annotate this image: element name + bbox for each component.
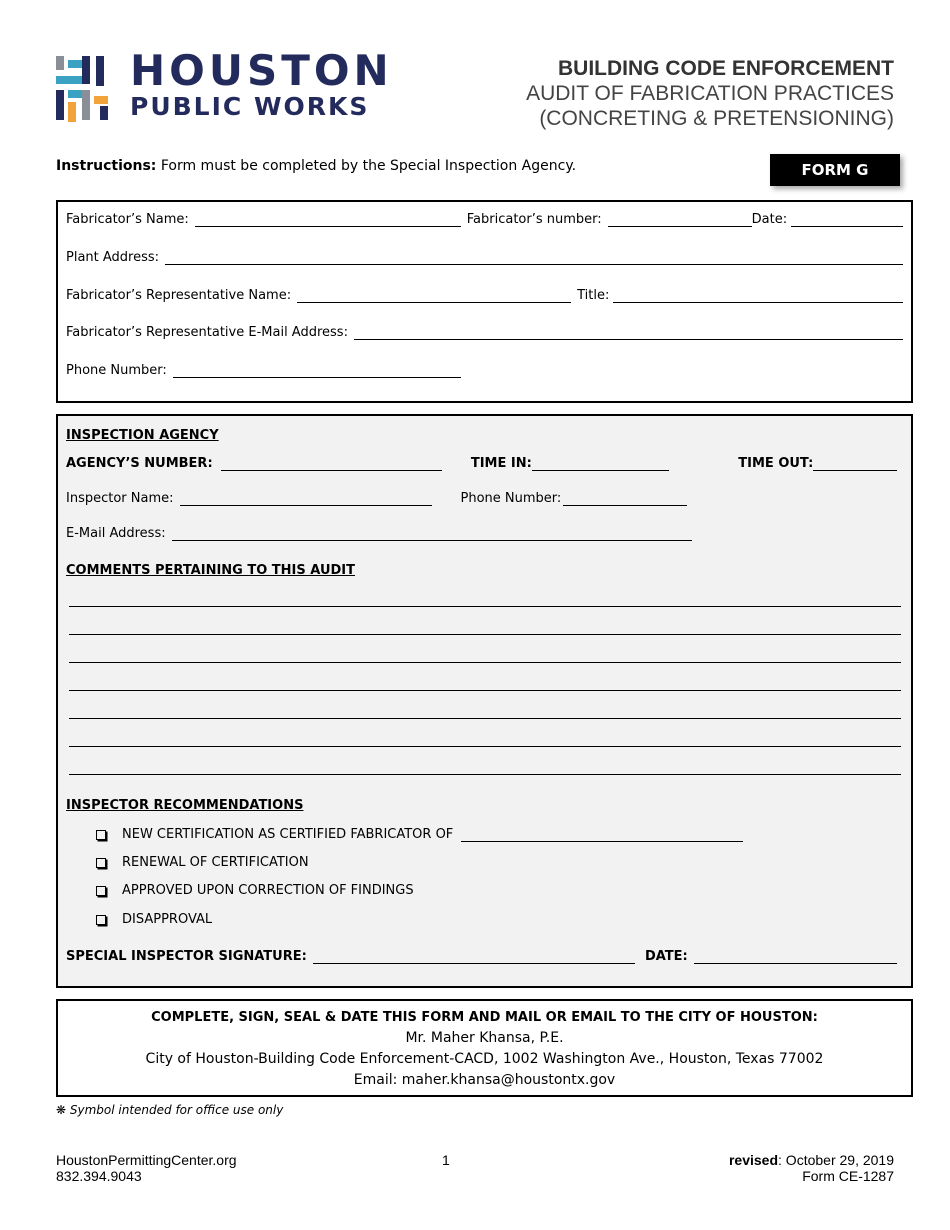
rep-title-label: Title: — [577, 288, 610, 303]
comment-line[interactable] — [69, 746, 901, 747]
comment-line[interactable] — [69, 690, 901, 691]
inspection-agency-section — [56, 414, 913, 988]
fabricator-number-field[interactable] — [608, 213, 752, 227]
signature-date-label: DATE: — [644, 949, 688, 964]
signature-row — [66, 949, 903, 964]
rep-name-field[interactable] — [297, 289, 571, 303]
fabricator-name-field[interactable] — [195, 213, 461, 227]
plant-address-field[interactable] — [165, 251, 903, 265]
fabricator-name-label: Fabricator’s Name: — [66, 212, 189, 227]
option-disapproval[interactable] — [96, 912, 212, 927]
signature-label: SPECIAL INSPECTOR SIGNATURE: — [66, 949, 307, 964]
comment-line[interactable] — [69, 718, 901, 719]
header-title-line1: BUILDING CODE ENFORCEMENT — [558, 57, 894, 80]
inspector-email-label: E-Mail Address: — [66, 526, 166, 541]
footer-phone: 832.394.9043 — [56, 1168, 142, 1184]
fabricator-phone-field[interactable] — [173, 364, 461, 378]
time-out-field[interactable] — [813, 457, 897, 471]
recommendations-title: INSPECTOR RECOMMENDATIONS — [66, 798, 304, 813]
comment-line[interactable] — [69, 606, 901, 607]
inspector-name-label: Inspector Name: — [66, 491, 174, 506]
rep-name-label: Fabricator’s Representative Name: — [66, 288, 292, 303]
rep-title-field[interactable] — [613, 289, 903, 303]
footer-website: HoustonPermittingCenter.org — [56, 1152, 237, 1168]
inspector-email-field[interactable] — [172, 527, 692, 541]
fabricator-row-1 — [66, 212, 903, 227]
mailing-line-3: City of Houston-Building Code Enforcement-CACD, 1002 Washington Ave., Houston, Texas 77002 — [145, 1051, 824, 1067]
agency-number-field[interactable] — [221, 457, 442, 471]
mailing-line-4: Email: maher.khansa@houstontx.gov — [353, 1072, 616, 1088]
fabricator-row-5 — [66, 363, 903, 378]
form-badge: FORM G — [770, 154, 900, 186]
fabricator-date-label: Date: — [751, 212, 788, 227]
fabricator-info-section — [56, 200, 913, 403]
fabricator-row-3 — [66, 288, 903, 303]
agency-row-3 — [66, 526, 903, 541]
logo-word-public-works: PUBLIC WORKS — [130, 92, 370, 121]
fabricator-number-label: Fabricator’s number: — [466, 212, 602, 227]
mailing-line-2: Mr. Maher Khansa, P.E. — [405, 1030, 564, 1046]
signature-date-field[interactable] — [694, 950, 897, 964]
option-approved-upon-correction[interactable] — [96, 883, 414, 898]
footer-right — [729, 1152, 894, 1184]
option-label: APPROVED UPON CORRECTION OF FINDINGS — [122, 883, 414, 898]
option-label: DISAPPROVAL — [122, 912, 213, 927]
houston-public-works-logo — [56, 46, 393, 124]
comment-line[interactable] — [69, 774, 901, 775]
checkbox-icon[interactable] — [96, 858, 106, 868]
checkbox-icon[interactable] — [96, 886, 106, 896]
rep-email-field[interactable] — [354, 326, 903, 340]
inspector-name-field[interactable] — [180, 492, 432, 506]
logo-word-houston: HOUSTON — [130, 46, 393, 95]
inspection-agency-title: INSPECTION AGENCY — [66, 428, 219, 443]
mailing-line-1: COMPLETE, SIGN, SEAL & DATE THIS FORM AND MAIL OR EMAIL TO THE CITY OF HOUSTON: — [151, 1010, 818, 1025]
header-title-line2: AUDIT OF FABRICATION PRACTICES — [526, 82, 894, 105]
plant-address-label: Plant Address: — [66, 250, 160, 265]
certified-fabricator-of-field[interactable] — [461, 828, 743, 842]
page-number: 1 — [442, 1152, 450, 1168]
fabricator-row-2 — [66, 250, 903, 265]
instructions-label: Instructions: — [56, 158, 157, 174]
agency-row-1 — [66, 456, 903, 471]
form-number: Form CE-1287 — [802, 1168, 894, 1184]
signature-field[interactable] — [313, 950, 635, 964]
fabricator-phone-label: Phone Number: — [66, 363, 167, 378]
fabricator-date-field[interactable] — [791, 213, 903, 227]
mailing-instructions — [56, 999, 913, 1097]
houston-logo-mark-icon — [56, 56, 118, 122]
option-label: RENEWAL OF CERTIFICATION — [122, 855, 309, 870]
footer-revised — [729, 1152, 894, 1168]
rep-email-label: Fabricator’s Representative E-Mail Address: — [66, 325, 348, 340]
time-out-label: TIME OUT: — [738, 456, 814, 471]
office-use-note: ❋ Symbol intended for office use only — [56, 1103, 284, 1117]
revised-label: revised — [728, 1152, 779, 1168]
checkbox-icon[interactable] — [96, 830, 106, 840]
agency-number-label: AGENCY’S NUMBER: — [66, 456, 213, 471]
revised-date: : October 29, 2019 — [778, 1152, 894, 1168]
inspector-phone-label: Phone Number: — [460, 491, 562, 506]
instructions-text: Form must be completed by the Special Inspection Agency. — [156, 158, 577, 174]
option-new-certification[interactable] — [96, 827, 749, 842]
checkbox-icon[interactable] — [96, 915, 106, 925]
header-title-line3: (CONCRETING & PRETENSIONING) — [539, 107, 894, 130]
instructions — [56, 158, 576, 174]
fabricator-row-4 — [66, 325, 903, 340]
time-in-field[interactable] — [532, 457, 669, 471]
option-label: NEW CERTIFICATION AS CERTIFIED FABRICATOR OF — [122, 827, 454, 842]
time-in-label: TIME IN: — [470, 456, 532, 471]
agency-row-2 — [66, 491, 903, 506]
comments-title: COMMENTS PERTAINING TO THIS AUDIT — [66, 563, 355, 578]
inspector-phone-field[interactable] — [563, 492, 687, 506]
option-renewal[interactable] — [96, 855, 309, 870]
footer-left — [56, 1152, 237, 1184]
comment-line[interactable] — [69, 662, 901, 663]
document-header — [526, 56, 894, 131]
comment-line[interactable] — [69, 634, 901, 635]
